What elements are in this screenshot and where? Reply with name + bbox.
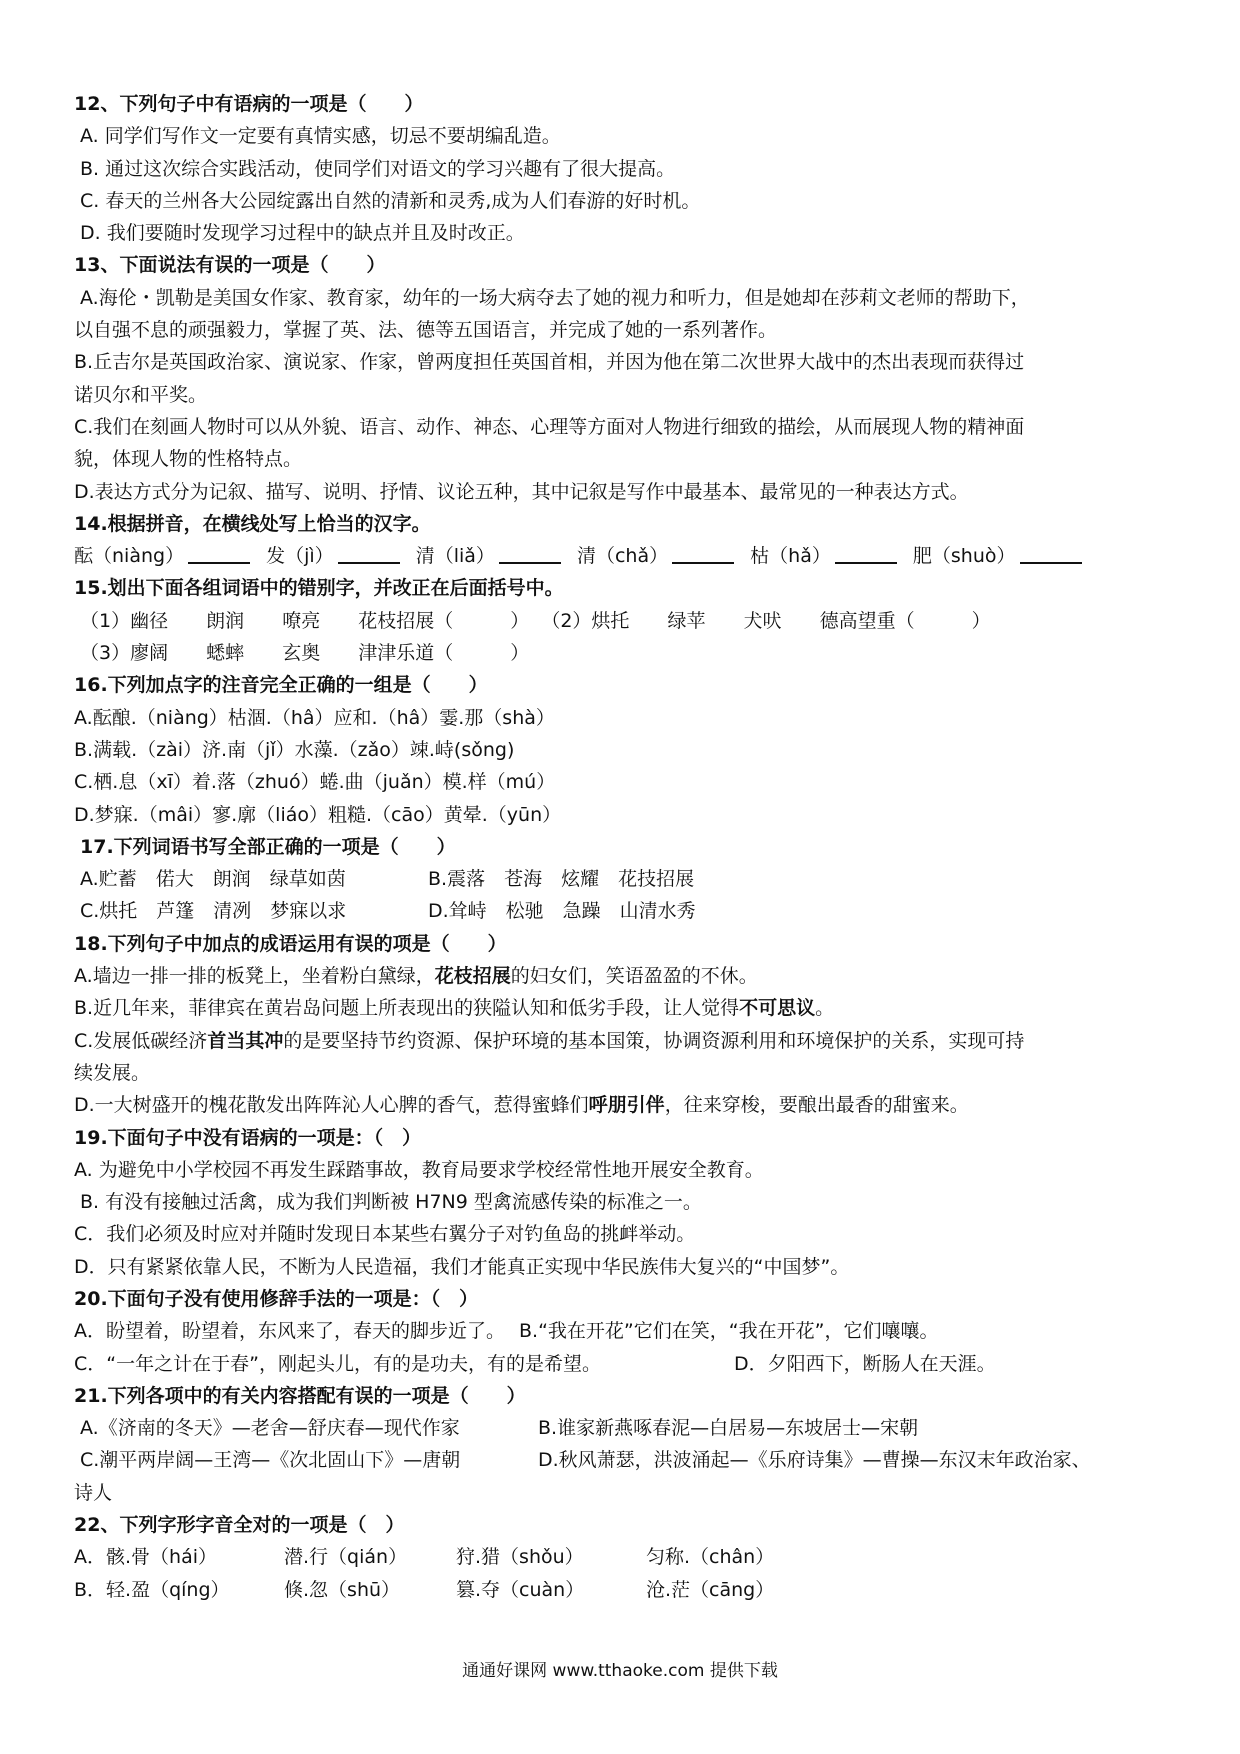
q15-row-2 bbox=[74, 637, 1174, 669]
q13-option-b-line2: 诺贝尔和平奖。 bbox=[74, 383, 208, 406]
q14-pinyin-row bbox=[74, 540, 1174, 572]
q16-option-a: A.酝酿.（niàng）枯涸.（hâ）应和.（hâ）霎.那（shà） bbox=[74, 706, 555, 729]
question-13-title: 13、下面说法有误的一项是（ ） bbox=[74, 254, 386, 277]
q21-option-a: A.《济南的冬天》—老舍—舒庆春—现代作家 bbox=[80, 1417, 460, 1440]
q19-option-a: A. 为避免中小学校园不再发生踩踏事故，教育局要求学校经常性地开展安全教育。 bbox=[74, 1158, 764, 1181]
q19-option-b: B. 有没有接触过活禽，成为我们判断被 H7N9 型禽流感传染的标准之一。 bbox=[80, 1191, 702, 1214]
q18-option-c-line2: 续发展。 bbox=[74, 1061, 151, 1084]
q18-option-a bbox=[74, 960, 1174, 992]
q21-options-ab bbox=[74, 1412, 1174, 1444]
q21-options-cd bbox=[74, 1444, 1174, 1476]
q17-option-c: C.烘托 芦篷 清冽 梦寐以求 bbox=[80, 900, 347, 923]
answer-blank[interactable] bbox=[338, 542, 400, 564]
q15-word: 蟋蟀 bbox=[206, 642, 245, 665]
q18-option-b bbox=[74, 992, 1174, 1024]
q22-item: 狩.猎（shǒu） bbox=[456, 1546, 584, 1569]
q15-word: （3）廖阔 bbox=[80, 642, 169, 665]
q12-option-a: A. 同学们写作文一定要有真情实感，切忌不要胡编乱造。 bbox=[80, 125, 561, 148]
q15-word: （1）幽径 bbox=[80, 609, 169, 632]
page-footer: 通通好课网 www.tthaoke.com 提供下载 bbox=[462, 1661, 778, 1681]
q22-item: 倏.忽（shū） bbox=[284, 1578, 401, 1601]
q20-option-a: A．盼望着，盼望着，东风来了，春天的脚步近了。 bbox=[74, 1320, 505, 1343]
q19-option-c: C．我们必须及时应对并随时发现日本某些右翼分子对钓鱼岛的挑衅举动。 bbox=[74, 1223, 696, 1246]
q22-item: A．骸.骨（hái） bbox=[74, 1546, 218, 1569]
q15-word: （2）烘托 bbox=[541, 609, 630, 632]
q17-option-a: A.贮蓄 偌大 朗润 绿草如茵 bbox=[80, 868, 346, 891]
q20-option-c: C．“一年之计在于春”，刚起头儿，有的是功夫，有的是希望。 bbox=[74, 1352, 601, 1375]
q12-option-c: C. 春天的兰州各大公园绽露出自然的清新和灵秀,成为人们春游的好时机。 bbox=[80, 189, 701, 212]
question-18-title: 18.下列句子中加点的成语运用有误的项是（ ） bbox=[74, 932, 507, 955]
q17-options-cd bbox=[74, 895, 1174, 927]
q15-word: 德高望重（ ） bbox=[819, 609, 991, 632]
q20-options-cd bbox=[74, 1348, 1174, 1380]
q17-option-d: D.耸峙 松驰 急躁 山清水秀 bbox=[428, 900, 696, 923]
question-14-title: 14.根据拼音，在横线处写上恰当的汉字。 bbox=[74, 512, 431, 535]
answer-blank[interactable] bbox=[499, 542, 561, 564]
q22-row-a bbox=[74, 1541, 1174, 1573]
q18-a-idiom: 花枝招展 bbox=[434, 965, 511, 988]
q14-item: 发（jì） bbox=[266, 545, 334, 568]
q13-option-d: D.表达方式分为记叙、描写、说明、抒情、议论五种，其中记叙是写作中最基本、最常见的一种表达方式。 bbox=[74, 480, 969, 503]
q21-option-d-line2: 诗人 bbox=[74, 1481, 113, 1504]
q15-word: 津津乐道（ ） bbox=[358, 642, 530, 665]
q22-item: 沧.茫（cāng） bbox=[646, 1578, 775, 1601]
answer-blank[interactable] bbox=[672, 542, 734, 564]
q18-c-text-end: 的是要坚持节约资源、保护环境的基本国策，协调资源利用和环境保护的关系，实现可持 bbox=[283, 1029, 1025, 1052]
q15-word: 花枝招展（ ） bbox=[358, 609, 530, 632]
q13-option-a-line2: 以自强不息的顽强毅力，掌握了英、法、德等五国语言，并完成了她的一系列著作。 bbox=[74, 319, 778, 342]
q21-option-d: D.秋风萧瑟，洪波涌起—《乐府诗集》—曹操—东汉末年政治家、 bbox=[538, 1449, 1091, 1472]
q17-options-ab bbox=[74, 863, 1174, 895]
question-20-title: 20.下面句子没有使用修辞手法的一项是：（ ） bbox=[74, 1287, 479, 1310]
q18-a-text-end: 的妇女们，笑语盈盈的不休。 bbox=[510, 965, 758, 988]
q18-d-text: D.一大树盛开的槐花散发出阵阵沁人心脾的香气，惹得蜜蜂们 bbox=[74, 1094, 589, 1117]
q22-item: 篡.夺（cuàn） bbox=[456, 1578, 585, 1601]
q15-word: 玄奥 bbox=[282, 642, 321, 665]
q18-b-text-end: 。 bbox=[815, 997, 835, 1020]
question-21-title: 21.下列各项中的有关内容搭配有误的一项是（ ） bbox=[74, 1384, 526, 1407]
q22-item: 潜.行（qián） bbox=[284, 1546, 408, 1569]
question-19-title: 19.下面句子中没有语病的一项是：（ ） bbox=[74, 1126, 422, 1149]
q18-a-text: A.墙边一排一排的板凳上，坐着粉白黛绿， bbox=[74, 965, 435, 988]
q19-option-d: D．只有紧紧依靠人民，不断为人民造福，我们才能真正实现中华民族伟大复兴的“中国梦”。 bbox=[74, 1255, 850, 1278]
q17-option-b: B.震落 苍海 炫耀 花技招展 bbox=[428, 868, 695, 891]
q16-option-b: B.满载.（zài）济.南（jǐ）水藻.（zǎo）竦.峙(sǒng) bbox=[74, 738, 515, 761]
q14-item: 枯（hǎ） bbox=[750, 545, 831, 568]
question-16-title: 16.下列加点字的注音完全正确的一组是（ ） bbox=[74, 674, 488, 697]
q22-item: 匀称.（chân） bbox=[646, 1546, 775, 1569]
q13-option-c-line1: C.我们在刻画人物时可以从外貌、语言、动作、神态、心理等方面对人物进行细致的描绘，从而展现人物的精神面 bbox=[74, 415, 1025, 438]
question-12-title: 12、下列句子中有语病的一项是（ ） bbox=[74, 93, 424, 115]
q18-b-idiom: 不可思议 bbox=[739, 997, 816, 1020]
q15-word: 犬吠 bbox=[743, 609, 782, 632]
question-17-title: 17.下列词语书写全部正确的一项是（ ） bbox=[80, 835, 456, 858]
q12-option-d: D. 我们要随时发现学习过程中的缺点并且及时改正。 bbox=[80, 222, 525, 245]
q14-item: 酝（niàng） bbox=[74, 545, 185, 568]
q20-option-d: D．夕阳西下，断肠人在天涯。 bbox=[734, 1352, 996, 1375]
q13-option-a-line1: A.海伦・凯勒是美国女作家、教育家，幼年的一场大病夺去了她的视力和听力，但是她却在莎莉文老师的帮助下， bbox=[80, 286, 1030, 309]
q21-option-b: B.谁家新燕啄春泥—白居易—东坡居士—宋朝 bbox=[538, 1417, 919, 1440]
q20-option-b: B.“我在开花”它们在笑，“我在开花”，它们嚷嚷。 bbox=[519, 1320, 939, 1343]
q13-option-b-line1: B.丘吉尔是英国政治家、演说家、作家，曾两度担任英国首相，并因为他在第二次世界大战中的杰出表现而获得过 bbox=[74, 351, 1025, 374]
q14-item: 肥（shuò） bbox=[912, 545, 1016, 568]
question-15-title: 15.划出下面各组词语中的错别字，并改正在后面括号中。 bbox=[74, 577, 564, 600]
answer-blank[interactable] bbox=[1020, 542, 1082, 564]
q22-item: B．轻.盈（qíng） bbox=[74, 1578, 230, 1601]
answer-blank[interactable] bbox=[835, 542, 897, 564]
q18-c-text: C.发展低碳经济 bbox=[74, 1029, 208, 1052]
q18-option-d bbox=[74, 1089, 1174, 1121]
q14-item: 清（chǎ） bbox=[576, 545, 669, 568]
question-22-title: 22、下列字形字音全对的一项是（ ） bbox=[74, 1514, 405, 1537]
q15-word: 绿苹 bbox=[667, 609, 706, 632]
q18-c-idiom: 首当其冲 bbox=[207, 1029, 284, 1052]
q15-row-1 bbox=[74, 605, 1174, 637]
q18-d-text-end: ，往来穿梭，要酿出最香的甜蜜来。 bbox=[664, 1094, 969, 1117]
q12-option-b: B. 通过这次综合实践活动，使同学们对语文的学习兴趣有了很大提高。 bbox=[80, 157, 676, 180]
answer-blank[interactable] bbox=[188, 542, 250, 564]
q13-option-c-line2: 貌，体现人物的性格特点。 bbox=[74, 448, 303, 471]
q22-row-b bbox=[74, 1574, 1174, 1606]
q16-option-d: D.梦寐.（mâi）寥.廓（liáo）粗糙.（cāo）黄晕.（yūn） bbox=[74, 803, 562, 826]
q20-options-ab bbox=[74, 1315, 1174, 1347]
exam-page bbox=[74, 88, 1174, 1606]
q15-word: 嘹亮 bbox=[282, 609, 321, 632]
q15-word: 朗润 bbox=[206, 609, 245, 632]
q21-option-c: C.潮平两岸阔—王湾—《次北固山下》—唐朝 bbox=[80, 1449, 461, 1472]
q18-d-idiom: 呼朋引伴 bbox=[588, 1094, 665, 1117]
q18-option-c bbox=[74, 1025, 1174, 1057]
q14-item: 清（liǎ） bbox=[415, 545, 495, 568]
q16-option-c: C.栖.息（xī）着.落（zhuó）蜷.曲（juǎn）模.样（mú） bbox=[74, 771, 556, 794]
q18-b-text: B.近几年来，菲律宾在黄岩岛问题上所表现出的狭隘认知和低劣手段，让人觉得 bbox=[74, 997, 740, 1020]
